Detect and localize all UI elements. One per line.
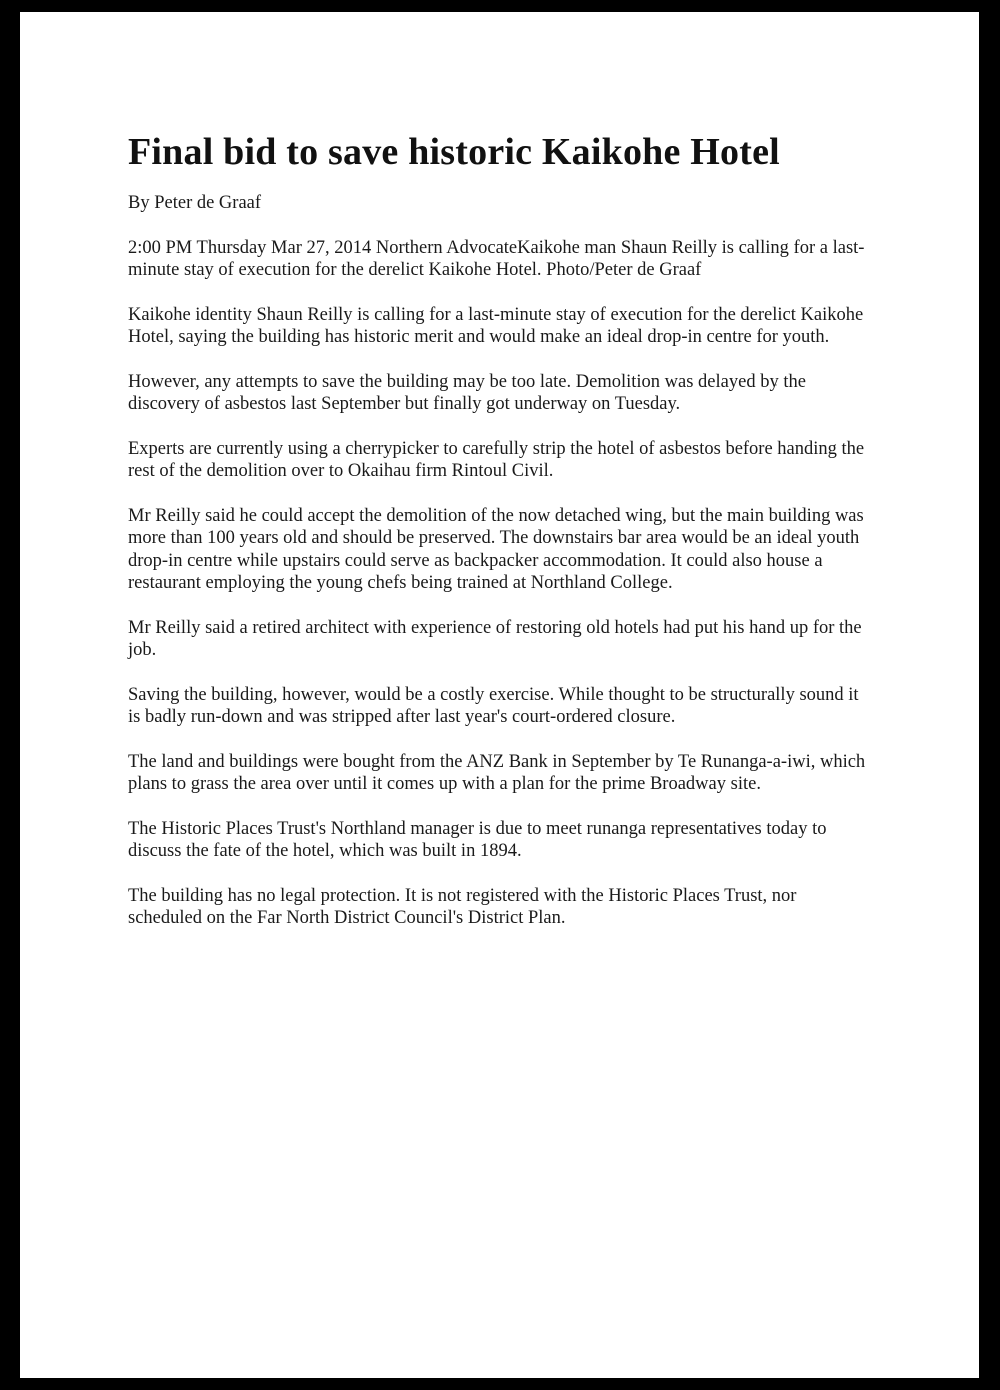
paper-page <box>20 12 979 1378</box>
paragraph: However, any attempts to save the building may be too late. Demolition was delayed by the discovery of asbestos last September but finally got underway on Tuesday. <box>128 371 806 414</box>
paragraph: The Historic Places Trust's Northland manager is due to meet runanga representatives today to discuss the fate of the hotel, which was built in 1894. <box>128 818 827 861</box>
paragraph: Mr Reilly said a retired architect with experience of restoring old hotels had put his hand up for the job. <box>128 617 862 660</box>
paragraph: Saving the building, however, would be a costly exercise. While thought to be structurally sound it is badly run-down and was stripped after last year's court-ordered closure. <box>128 684 859 727</box>
paragraph: The building has no legal protection. It is not registered with the Historic Places Trust, nor scheduled on the Far North District Council's District Plan. <box>128 885 797 928</box>
headline: Final bid to save historic Kaikohe Hotel <box>128 131 780 173</box>
paragraph: The land and buildings were bought from the ANZ Bank in September by Te Runanga-a-iwi, which plans to grass the area over until it comes up with a plan for the prime Broadway site. <box>128 751 866 794</box>
paragraph: Kaikohe identity Shaun Reilly is calling for a last-minute stay of execution for the derelict Kaikohe Hotel, saying the building has historic merit and would make an ideal drop-in centre for youth. <box>128 304 864 347</box>
paragraph: Mr Reilly said he could accept the demolition of the now detached wing, but the main building was more than 100 years old and should be preserved. The downstairs bar area would be an ideal youth drop-in centre while upstairs could serve as backpacker accommodation. It could also house a restaurant employing the young chefs being trained at Northland College. <box>128 505 864 593</box>
dateline-caption: 2:00 PM Thursday Mar 27, 2014 Northern AdvocateKaikohe man Shaun Reilly is calling for a last-minute stay of execution for the derelict Kaikohe Hotel. Photo/Peter de Graaf <box>128 237 865 280</box>
byline: By Peter de Graaf <box>128 193 262 213</box>
article-body <box>128 130 868 952</box>
paragraph: Experts are currently using a cherrypicker to carefully strip the hotel of asbestos before handing the rest of the demolition over to Okaihau firm Rintoul Civil. <box>128 438 865 481</box>
